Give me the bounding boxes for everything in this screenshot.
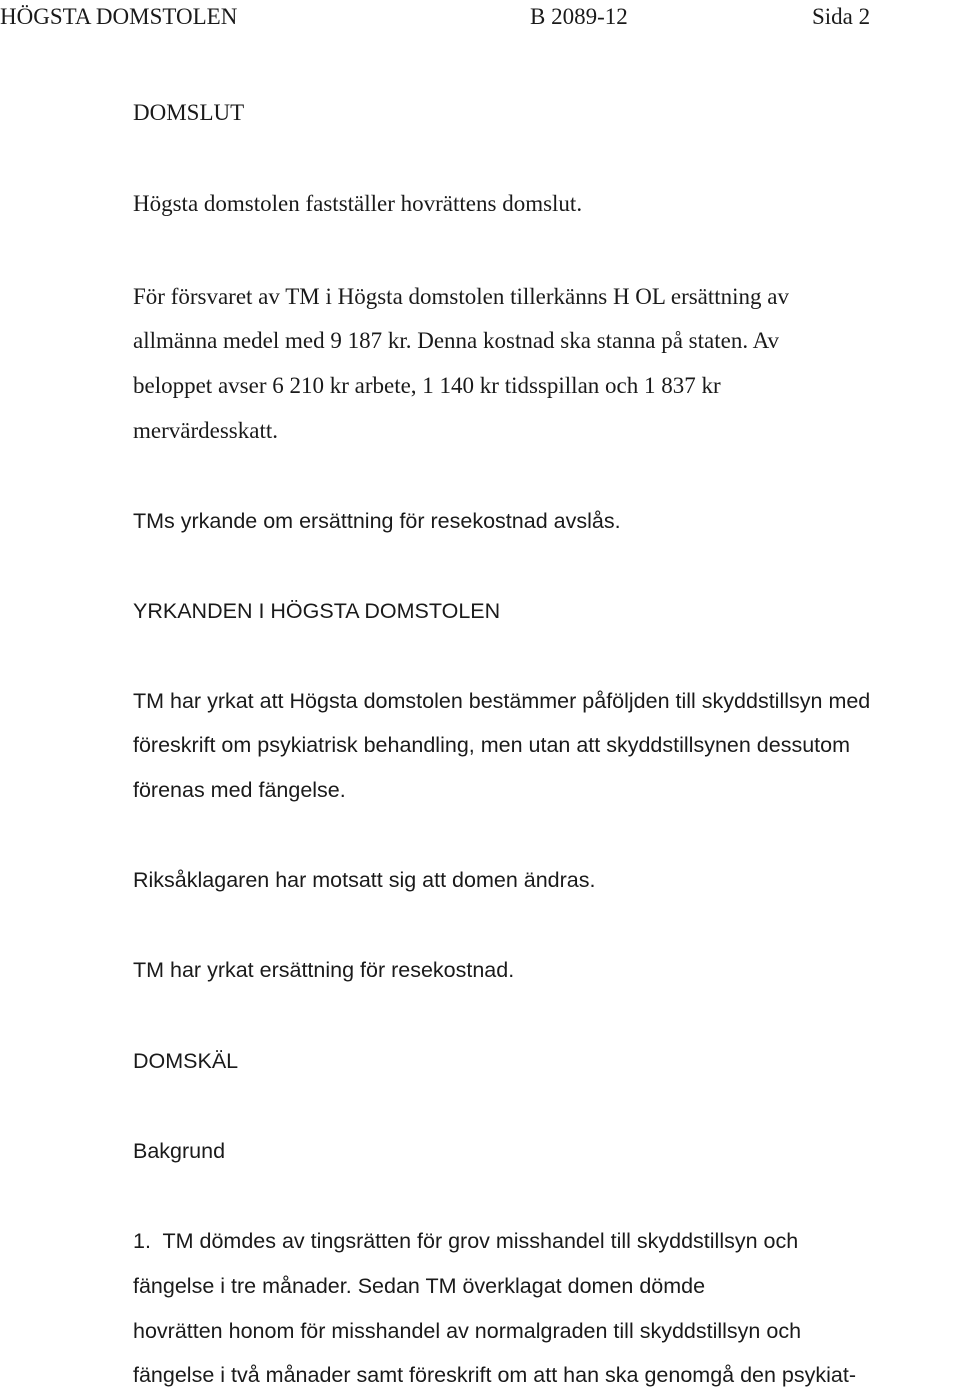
heading-yrkanden: YRKANDEN I HÖGSTA DOMSTOLEN — [133, 599, 501, 623]
domslut-paragraph-3: TMs yrkande om ersättning för resekostnad avslås. — [133, 509, 621, 533]
paragraph-line: beloppet avser 6 210 kr arbete, 1 140 kr tidsspillan och 1 837 kr — [133, 373, 721, 398]
paragraph-line: föreskrift om psykiatrisk behandling, men utan att skyddstillsynen dessutom — [133, 733, 850, 757]
header-court-name: HÖGSTA DOMSTOLEN — [0, 4, 238, 29]
heading-domskal: DOMSKÄL — [133, 1049, 239, 1073]
paragraph-line: mervärdesskatt. — [133, 418, 278, 443]
paragraph-line: fängelse i två månader samt föreskrift om att han ska genomgå den psykiat- — [133, 1363, 857, 1387]
heading-domslut: DOMSLUT — [133, 100, 245, 125]
paragraph-line: hovrätten honom för misshandel av normalgraden till skyddstillsyn och — [133, 1319, 802, 1343]
paragraph-line: För försvaret av TM i Högsta domstolen tillerkänns H OL ersättning av — [133, 284, 790, 309]
paragraph-line: TM har yrkat att Högsta domstolen bestämmer påföljden till skyddstillsyn med — [133, 689, 871, 713]
yrkanden-paragraph-2: Riksåklagaren har motsatt sig att domen ändras. — [133, 868, 596, 892]
subheading-bakgrund: Bakgrund — [133, 1139, 226, 1163]
header-case-number: B 2089-12 — [530, 4, 628, 29]
paragraph-line: allmänna medel med 9 187 kr. Denna kostnad ska stanna på staten. Av — [133, 328, 779, 353]
paragraph-line: förenas med fängelse. — [133, 778, 346, 802]
paragraph-line: fängelse i tre månader. Sedan TM överklagat domen dömde — [133, 1274, 706, 1298]
domslut-paragraph-1: Högsta domstolen fastställer hovrättens domslut. — [133, 191, 583, 216]
yrkanden-paragraph-3: TM har yrkat ersättning för resekostnad. — [133, 958, 515, 982]
paragraph-line: 1. TM dömdes av tingsrätten för grov misshandel till skyddstillsyn och — [133, 1229, 799, 1253]
header-page-number: Sida 2 — [812, 4, 871, 29]
